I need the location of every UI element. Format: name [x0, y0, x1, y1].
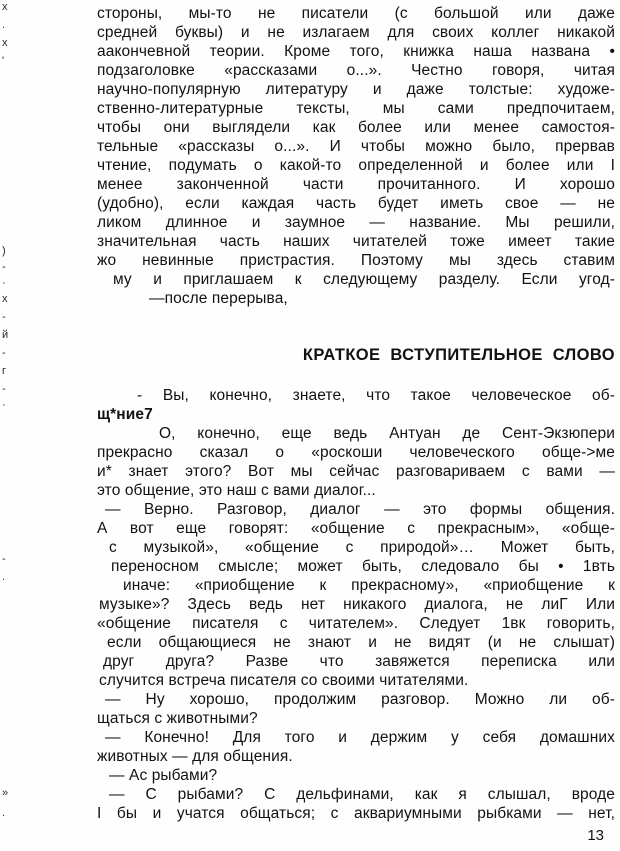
text-line: чтение, подумать о какой-то определенной и более или I [97, 157, 615, 174]
text-line: научно-популярную литературу и даже толстые: художе- [97, 81, 615, 98]
text-line: менее законченной части прочитанного. И хорошо [97, 176, 615, 193]
text-line: средней буквы) и не излагаем для своих коллег никакой [97, 24, 615, 41]
text-line: му и приглашаем к следующему разделу. Если угод- [113, 271, 615, 288]
text-line: ликом длинное и заумное — название. Мы решили, [97, 214, 615, 231]
text-line: О, конечно, еще ведь Антуан де Сент-Экзюпери [159, 425, 615, 442]
margin-artifact-glyph: . [2, 807, 6, 819]
text-column [97, 4, 615, 823]
text-line: с музыкой», «общение с природой»… Может быть, [109, 539, 615, 556]
text-line: (удобно), если каждая часть будет иметь свое — не [97, 195, 615, 212]
margin-artifact-glyph: . [2, 571, 6, 583]
text-line: тельные «рассказы о...». И чтобы можно было, прервав [97, 138, 615, 155]
margin-artifact-glyph: - [2, 311, 6, 323]
text-line: животных — для общения. [97, 748, 293, 765]
text-line: —после перерыва, [149, 290, 288, 307]
text-line: друг друга? Разве что завяжется переписка или [103, 653, 615, 670]
margin-artifact-glyph: · [2, 399, 6, 411]
margin-artifact-glyph: х [2, 1, 8, 13]
margin-artifact-glyph: . [2, 19, 6, 31]
text-line: и* знает этого? Вот мы сейчас разговариваем с вами — [97, 463, 615, 480]
text-line: музыке»? Здесь ведь нет никакого диалога, не лиГ Или [99, 596, 615, 613]
margin-artifact-glyph: - [2, 383, 6, 395]
margin-artifact-glyph: - [2, 261, 6, 273]
text-line: — Верно. Разговор, диалог — это формы общения. [105, 501, 615, 518]
text-line: ственно-литературные тексты, мы сами предпочитаем, [97, 100, 615, 117]
margin-artifact-glyph: - [2, 347, 6, 359]
dialog-section [97, 386, 615, 823]
text-line: — Ас рыбами? [109, 767, 218, 784]
left-margin-artifacts [0, 0, 14, 851]
text-line: щ*ние7 [97, 406, 153, 423]
margin-artifact-glyph: ) [2, 245, 6, 257]
margin-artifact-glyph: х [2, 293, 8, 305]
text-line: аакончевной теории. Кроме того, книжка наша названа • [97, 43, 615, 60]
text-line: щаться с животными? [97, 710, 258, 727]
text-line: случится встреча писателя со своими читателями. [99, 672, 469, 689]
top-paragraph [97, 4, 615, 308]
margin-artifact-glyph: г [2, 365, 7, 377]
margin-artifact-glyph: ' [2, 55, 5, 67]
text-line: стороны, мы-то не писатели (с большой или даже [97, 5, 615, 22]
text-line: «общение писателя с читателем». Следует 1вк говорить, [97, 615, 615, 632]
margin-artifact-glyph: · [2, 277, 6, 289]
text-line: значительная часть наших читателей тоже имеет такие [97, 233, 615, 250]
text-line: прекрасно сказал о «роскоши человеческого обще->ме [97, 444, 615, 461]
text-line: - Вы, конечно, знаете, что такое человеческое об- [137, 387, 615, 404]
page-number: 13 [587, 827, 604, 844]
text-line: А вот еще говорят: «общение с прекрасным», «обще- [97, 520, 615, 537]
text-line: иначе: «приобщение к прекрасному», «приобщение к [123, 577, 615, 594]
margin-artifact-glyph: х [2, 37, 8, 49]
margin-artifact-glyph: й [2, 329, 9, 341]
text-line: подзаголовке «рассказами о...». Честно говоря, читая [97, 62, 615, 79]
text-line: это общение, это наш с вами диалог... [97, 482, 376, 499]
margin-artifact-glyph: » [2, 787, 9, 799]
margin-artifact-glyph: - [2, 553, 6, 565]
text-line: — Конечно! Для того и держим у себя домашних [105, 729, 615, 746]
text-line: жо невинные пристрастия. Поэтому мы здесь ставим [97, 252, 615, 269]
text-line: если общающиеся не знают и не видят (и не слышат) [107, 634, 615, 651]
text-line: переносном смысле; может быть, следовало бы • 1вть [111, 558, 615, 575]
text-line: чтобы они выглядели как более или менее самостоя- [97, 119, 615, 136]
section-heading: КРАТКОЕ ВСТУПИТЕЛЬНОЕ СЛОВО [302, 346, 615, 364]
text-line: — Ну хорошо, продолжим разговор. Можно ли об- [105, 691, 615, 708]
text-line: I бы и учатся общаться; с аквариумными рыбками — нет, [97, 805, 615, 822]
text-line: — С рыбами? С дельфинами, как я слышал, вроде [109, 786, 615, 803]
